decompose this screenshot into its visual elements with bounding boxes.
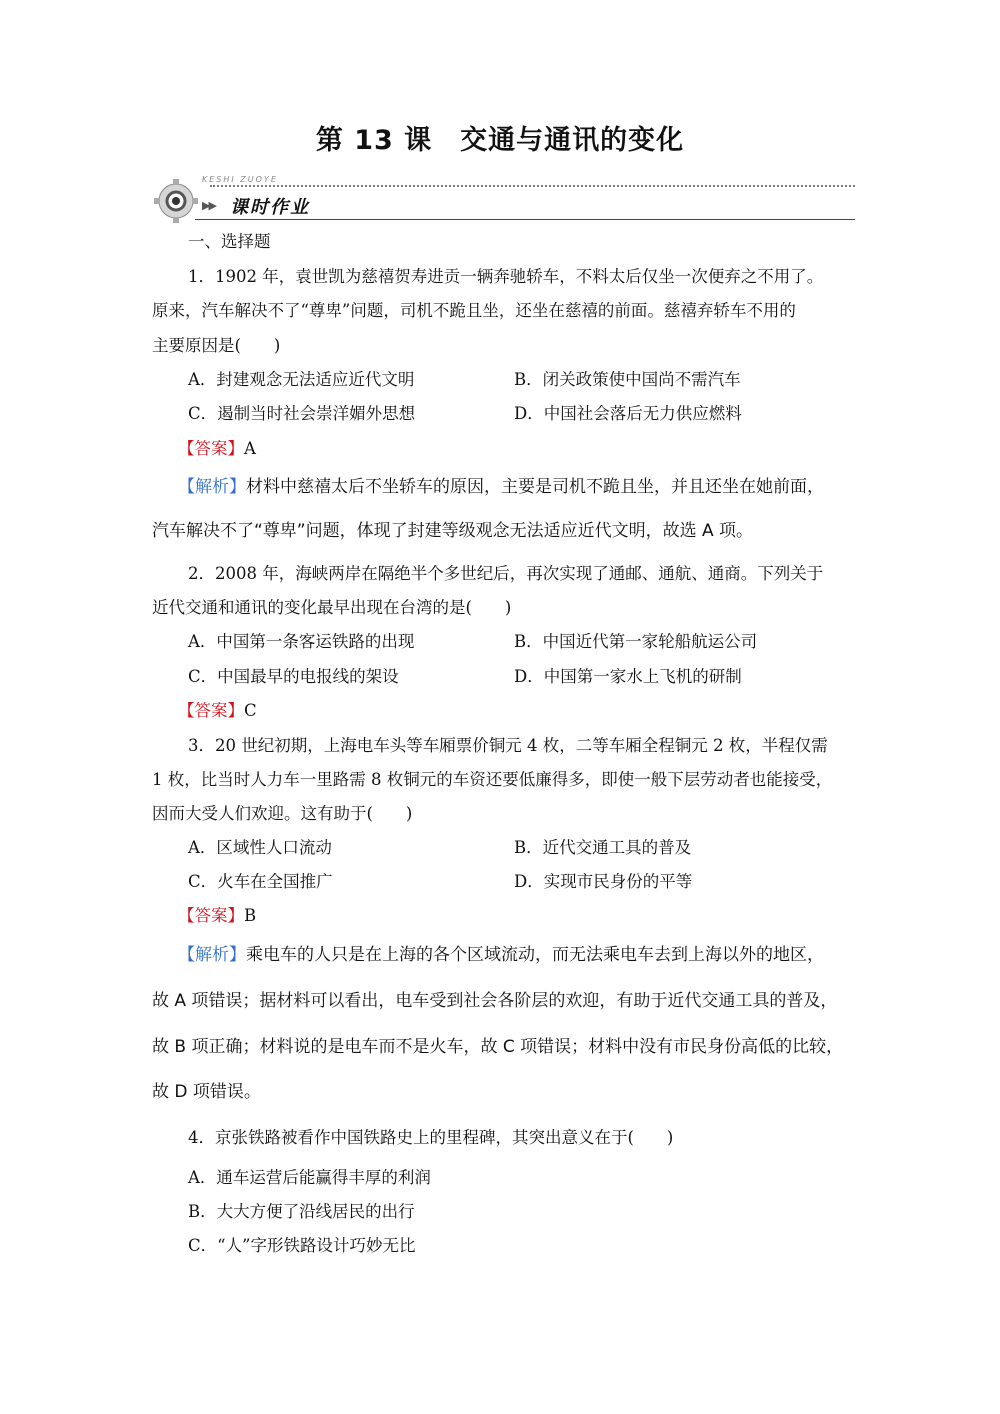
q3-stem-line-2: 1 枚，比当时人力车一里路需 8 枚铜元的车资还要低廉得多，即使一般下层劳动者也能接受， — [152, 770, 833, 789]
answer-tag: 【答案】 — [178, 906, 244, 925]
q2-option-a: A．中国第一条客运铁路的出现 — [188, 632, 415, 651]
banner-solid-rule — [195, 219, 855, 220]
q4-option-c: C．“人”字形铁路设计巧妙无比 — [188, 1236, 416, 1255]
q3-answer — [178, 906, 256, 926]
answer-value: A — [244, 439, 256, 458]
answer-value: B — [244, 906, 257, 925]
section-banner — [150, 175, 855, 225]
q3-stem-line-3: 因而大受人们欢迎。这有助于( ) — [152, 804, 413, 823]
q1-option-c: C．遏制当时社会崇洋媚外思想 — [188, 404, 416, 423]
q1-option-b: B．闭关政策使中国尚不需汽车 — [514, 370, 741, 389]
q3-option-c: C．火车在全国推广 — [188, 872, 333, 891]
analysis-tag: 【解析】 — [178, 945, 246, 965]
q2-stem-line-2: 近代交通和通讯的变化最早出现在台湾的是( ) — [152, 598, 512, 617]
answer-tag: 【答案】 — [178, 439, 244, 458]
q3-analysis-line-3: 故 B 项正确；材料说的是电车而不是火车，故 C 项错误；材料中没有市民身份高低的比较， — [152, 1037, 844, 1057]
q1-stem-line-2: 原来，汽车解决不了“尊卑”问题，司机不跪且坐，还坐在慈禧的前面。慈禧弃轿车不用的 — [152, 301, 796, 320]
q2-stem-line-1: 2．2008 年，海峡两岸在隔绝半个多世纪后，再次实现了通邮、通航、通商。下列关于 — [188, 564, 824, 583]
banner-subtitle: KESHI ZUOYE — [202, 175, 278, 184]
analysis-text: 乘电车的人只是在上海的各个区域流动，而无法乘电车去到上海以外的地区， — [246, 945, 824, 965]
q3-analysis-line-4: 故 D 项错误。 — [152, 1082, 261, 1102]
q4-option-b: B．大大方便了沿线居民的出行 — [188, 1202, 415, 1221]
q1-stem-line-3: 主要原因是( ) — [152, 336, 281, 355]
analysis-tag: 【解析】 — [178, 477, 246, 497]
q2-option-b: B．中国近代第一家轮船航运公司 — [514, 632, 758, 651]
banner-label: 课时作业 — [230, 197, 310, 218]
q1-analysis-line-1 — [178, 476, 824, 498]
q4-option-a: A．通车运营后能赢得丰厚的利润 — [188, 1168, 431, 1187]
q1-analysis-line-2: 汽车解决不了“尊卑”问题，体现了封建等级观念无法适应近代文明，故选 A 项。 — [152, 521, 754, 541]
analysis-text: 材料中慈禧太后不坐轿车的原因，主要是司机不跪且坐，并且还坐在她前面， — [246, 477, 824, 497]
banner-arrows-icon: ▶▶ — [202, 199, 215, 212]
section-heading: 一、选择题 — [188, 232, 271, 251]
q2-option-d: D．中国第一家水上飞机的研制 — [514, 667, 742, 686]
q3-option-b: B．近代交通工具的普及 — [514, 838, 692, 857]
answer-value: C — [244, 701, 257, 720]
q3-analysis-line-1 — [178, 944, 824, 966]
q1-stem-line-1: 1．1902 年，袁世凯为慈禧贺寿进贡一辆奔驰轿车，不料太后仅坐一次便弃之不用了。 — [188, 267, 824, 286]
q2-answer — [178, 701, 257, 721]
q3-option-a: A．区域性人口流动 — [188, 838, 332, 857]
q4-stem-line-1: 4．京张铁路被看作中国铁路史上的里程碑，其突出意义在于( ) — [188, 1128, 674, 1147]
q1-answer — [178, 439, 256, 459]
gear-icon — [150, 175, 210, 225]
page-title: 第 13 课 交通与通讯的变化 — [315, 125, 685, 156]
q3-analysis-line-2: 故 A 项错误；据材料可以看出，电车受到社会各阶层的欢迎，有助于近代交通工具的普及， — [152, 991, 838, 1011]
banner-dotted-rule — [210, 185, 855, 187]
q3-option-d: D．实现市民身份的平等 — [514, 872, 693, 891]
q2-option-c: C．中国最早的电报线的架设 — [188, 667, 399, 686]
q3-stem-line-1: 3．20 世纪初期，上海电车头等车厢票价铜元 4 枚，二等车厢全程铜元 2 枚，半程仅需 — [188, 736, 828, 755]
q1-option-a: A．封建观念无法适应近代文明 — [188, 370, 415, 389]
answer-tag: 【答案】 — [178, 701, 244, 720]
q1-option-d: D．中国社会落后无力供应燃料 — [514, 404, 742, 423]
